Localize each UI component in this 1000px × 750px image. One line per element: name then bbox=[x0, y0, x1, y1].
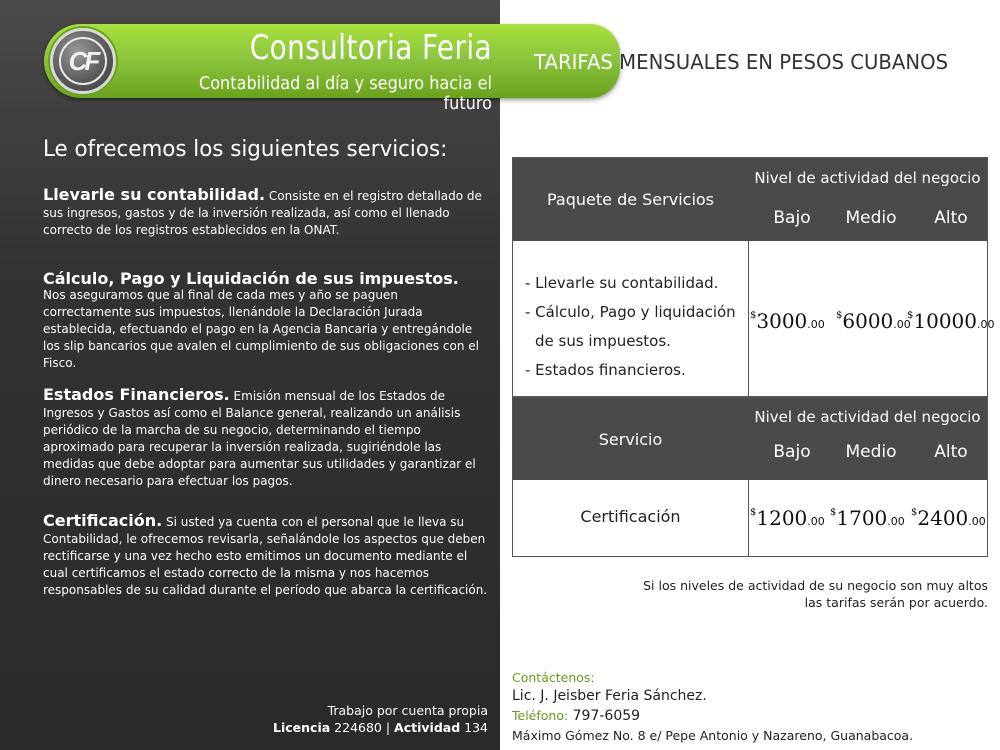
price-high: $10000.00 bbox=[907, 309, 995, 333]
table-header bbox=[513, 158, 987, 241]
page-title bbox=[534, 50, 948, 74]
table-body bbox=[513, 480, 987, 556]
service-title: Cálculo, Pago y Liquidación de sus impuestos. bbox=[43, 269, 459, 288]
list-item: - Estados financieros. bbox=[525, 361, 686, 379]
list-item: - Llevarle su contabilidad. bbox=[525, 274, 719, 292]
service-description: Emisión mensual de los Estados de Ingresos y Gastos así como el Balance general, realizando un análisis periódico de la marcha de su negocio, determinando el tiempo aproximado para recuperar la inversión realizada, sugiriéndole las medidas que debe adoptar para aumentar sus utilidades y garantizar el dinero necesario para efectuar los pagos. bbox=[43, 389, 476, 488]
brand-logo bbox=[50, 28, 116, 94]
level-low: Bajo bbox=[773, 208, 811, 228]
price-low: $1200.00 bbox=[750, 506, 825, 530]
level-high: Alto bbox=[934, 442, 968, 462]
certification-rates-table bbox=[512, 397, 988, 557]
logo-ring bbox=[59, 37, 107, 85]
service-title: Certificación. bbox=[43, 511, 163, 530]
service-certification bbox=[43, 512, 489, 599]
service-description: Nos aseguramos que al final de cada mes y año se paguen correctamente sus impuestos, llenándole la Declaración Jurada establecida, efectuando el pago en la Agencia Bancaria y entregándole los slip bancarios que avalen el cumplimiento de sus obligaciones con el Fisco. bbox=[43, 288, 479, 370]
phone-label: Teléfono: bbox=[512, 708, 569, 723]
price-medium: $1700.00 bbox=[830, 506, 905, 530]
level-header-group bbox=[748, 158, 987, 241]
contact-phone bbox=[512, 706, 913, 726]
title-highlight: TARIFAS bbox=[534, 50, 613, 74]
license-label: Licencia bbox=[273, 720, 331, 735]
service-accounting bbox=[43, 186, 489, 239]
note-line1: Si los niveles de actividad de su negocio son muy altos bbox=[643, 578, 988, 593]
phone-value: 797-6059 bbox=[568, 708, 641, 724]
package-column-header: Paquete de Servicios bbox=[546, 190, 715, 209]
contact-label: Contáctenos: bbox=[512, 670, 595, 685]
price-low: $3000.00 bbox=[750, 309, 825, 333]
service-column-header: Servicio bbox=[598, 429, 663, 449]
license-line2 bbox=[273, 719, 488, 736]
level-header: Nivel de actividad del negocio bbox=[754, 408, 981, 426]
price-medium: $6000.00 bbox=[836, 309, 911, 333]
license-info bbox=[273, 702, 488, 736]
logo-text: CF bbox=[68, 45, 98, 76]
service-financial-statements bbox=[43, 386, 489, 490]
contact-info bbox=[512, 668, 913, 745]
level-header-group bbox=[748, 398, 987, 480]
list-item: - Cálculo, Pago y liquidación bbox=[525, 303, 736, 321]
list-item: de sus impuestos. bbox=[535, 332, 671, 350]
license-line1: Trabajo por cuenta propia bbox=[327, 703, 488, 718]
package-items bbox=[525, 269, 736, 385]
title-rest: MENSUALES EN PESOS CUBANOS bbox=[612, 50, 949, 74]
price-cells bbox=[748, 241, 995, 396]
contact-name: Lic. J. Jeisber Feria Sánchez. bbox=[512, 688, 707, 704]
level-medium: Medio bbox=[845, 442, 897, 462]
activity-value: 134 bbox=[460, 720, 488, 735]
level-low: Bajo bbox=[773, 442, 811, 462]
service-name: Certificación bbox=[580, 506, 681, 526]
brand-title: Consultoria Feria bbox=[249, 28, 492, 68]
table-header bbox=[513, 398, 987, 480]
brand-tagline: Contabilidad al día y seguro hacia el futuro bbox=[198, 74, 492, 114]
note-line2: las tarifas serán por acuerdo. bbox=[804, 595, 988, 610]
price-cells bbox=[748, 480, 987, 556]
service-title: Estados Financieros. bbox=[43, 385, 230, 404]
level-high: Alto bbox=[934, 208, 968, 228]
license-value: 224680 | bbox=[330, 720, 395, 735]
service-title: Llevarle su contabilidad. bbox=[43, 185, 266, 204]
package-rates-table bbox=[512, 157, 995, 397]
level-header: Nivel de actividad del negocio bbox=[754, 169, 981, 187]
service-taxes bbox=[43, 270, 489, 372]
activity-label: Actividad bbox=[394, 720, 461, 735]
price-high: $2400.00 bbox=[911, 506, 986, 530]
contact-address: Máximo Gómez No. 8 e/ Pepe Antonio y Nazareno, Guanabacoa. bbox=[512, 728, 914, 743]
rates-note bbox=[643, 577, 988, 611]
service-description: Si usted ya cuenta con el personal que le lleva su Contabilidad, le ofrecemos revisarla, señalándole los aspectos que deben rectificarse y una vez hecho esto emitimos un documento mediante el cual certificamos el estado correcto de la misma y nos hacemos responsables de su calidad durante el período que abarca la certificación. bbox=[43, 515, 488, 597]
services-heading: Le ofrecemos los siguientes servicios: bbox=[43, 136, 448, 162]
service-description: Consiste en el registro detallado de sus ingresos, gastos y de la inversión realizada, así como el llenado correcto de los registros establecidos en la ONAT. bbox=[43, 189, 482, 237]
table-body bbox=[513, 241, 995, 396]
level-medium: Medio bbox=[845, 208, 897, 228]
